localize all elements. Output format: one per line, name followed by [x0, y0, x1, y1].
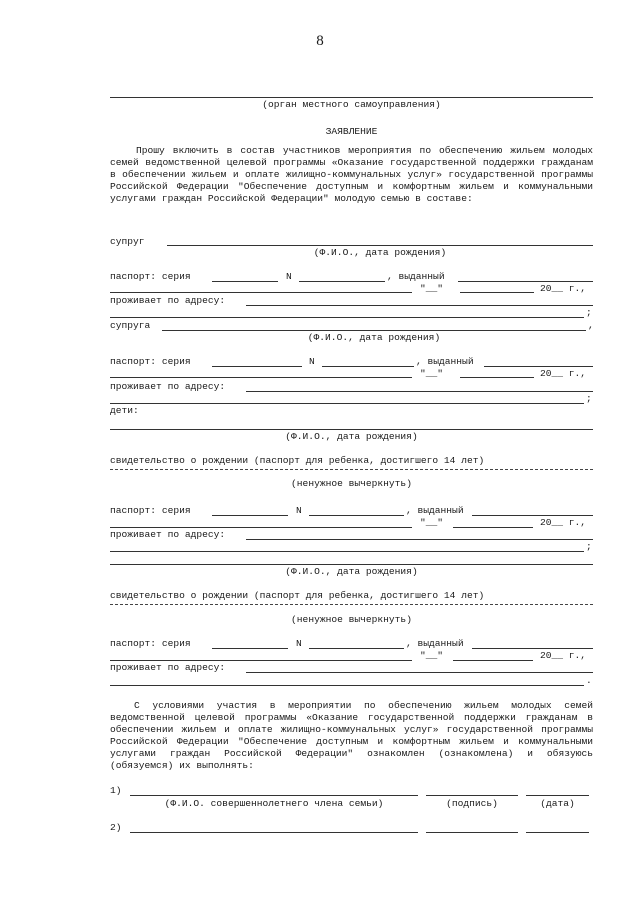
address-line-2	[110, 403, 584, 404]
address-label: проживает по адресу:	[110, 295, 226, 306]
issued-day: "__"	[420, 283, 444, 294]
child1-birth-cert: свидетельство о рождении (паспорт для ребенка, достигшего 14 лет)	[110, 455, 485, 466]
passport-label: паспорт: серия	[110, 638, 191, 649]
address-line-2	[110, 317, 584, 318]
passport-issued-line	[458, 281, 593, 282]
sig2-number: 2)	[110, 822, 122, 833]
organ-line	[110, 97, 593, 98]
passport-label: паспорт: серия	[110, 271, 191, 282]
sig1-signature-line	[426, 795, 518, 796]
issued-by-line	[110, 292, 412, 293]
passport-number-line	[309, 515, 404, 516]
passport-series-line	[212, 648, 288, 649]
address-end: ;	[586, 307, 592, 318]
passport-issued-label: , выданный	[406, 638, 464, 649]
address-line-2	[110, 685, 584, 686]
passport-number-line	[322, 366, 414, 367]
passport-number-line	[309, 648, 404, 649]
passport-issued-line	[472, 515, 593, 516]
issued-month-line	[453, 660, 533, 661]
child2-cert-line	[110, 604, 593, 605]
address-end: .	[586, 675, 592, 686]
spouse-f-label: супруга	[110, 320, 151, 331]
passport-issued-label: , выданный	[416, 356, 474, 367]
sig1-fio-line	[130, 795, 418, 796]
issued-year: 20__ г.,	[540, 517, 587, 528]
address-label: проживает по адресу:	[110, 381, 226, 392]
sig1-date-line	[526, 795, 589, 796]
sig1-signature-caption: (подпись)	[446, 798, 498, 809]
issued-day: "__"	[420, 517, 444, 528]
issued-day: "__"	[420, 368, 444, 379]
passport-number-label: N	[309, 356, 315, 367]
issued-day: "__"	[420, 650, 444, 661]
issued-by-line	[110, 527, 412, 528]
sig1-number: 1)	[110, 785, 122, 796]
spouse-f-caption: (Ф.И.О., дата рождения)	[307, 332, 441, 343]
spouse-f-line	[162, 330, 586, 331]
children-label: дети:	[110, 405, 139, 416]
sig1-date-caption: (дата)	[540, 798, 575, 809]
child2-birth-cert: свидетельство о рождении (паспорт для ребенка, достигшего 14 лет)	[110, 590, 485, 601]
passport-number-label: N	[296, 638, 302, 649]
passport-label: паспорт: серия	[110, 356, 191, 367]
issued-by-line	[110, 377, 412, 378]
address-line	[246, 672, 593, 673]
passport-issued-line	[484, 366, 593, 367]
spouse-m-line	[167, 245, 593, 246]
address-line	[246, 305, 593, 306]
address-label: проживает по адресу:	[110, 529, 226, 540]
spouse-f-end: ,	[588, 320, 594, 331]
issued-by-line	[110, 660, 412, 661]
address-end: ;	[586, 541, 592, 552]
document-title: ЗАЯВЛЕНИЕ	[325, 126, 378, 137]
child2-cross-out: (ненужное вычеркнуть)	[291, 614, 412, 625]
spouse-m-label: супруг	[110, 236, 145, 247]
passport-series-line	[212, 515, 288, 516]
address-line	[246, 391, 593, 392]
address-line	[246, 539, 593, 540]
page-number: 8	[316, 33, 324, 49]
sig2-signature-line	[426, 832, 518, 833]
sig2-fio-line	[130, 832, 418, 833]
sig2-date-line	[526, 832, 589, 833]
child1-cert-line	[110, 469, 593, 470]
child1-caption: (Ф.И.О., дата рождения)	[285, 431, 418, 442]
child2-caption: (Ф.И.О., дата рождения)	[285, 566, 418, 577]
issued-year: 20__ г.,	[540, 368, 587, 379]
passport-series-line	[212, 366, 302, 367]
passport-issued-label: , выданный	[406, 505, 464, 516]
issued-year: 20__ г.,	[540, 283, 587, 294]
address-end: ;	[586, 393, 592, 404]
intro-paragraph: Прошу включить в состав участников мероприятия по обеспечению жильем молодых семей ведомственной целевой программы «Оказание государственной поддержки гражданам в обеспечении жильем и оплате жилищно-коммунальных услуг» государственной программы Российской Федерации "Обеспечение доступным и комфортным жильем и коммунальными услугами граждан Российской Федерации" молодую семью в составе:	[110, 145, 593, 204]
passport-series-line	[212, 281, 278, 282]
passport-issued-label: , выданный	[387, 271, 445, 282]
passport-issued-line	[472, 648, 593, 649]
passport-number-label: N	[286, 271, 292, 282]
sig1-fio-caption: (Ф.И.О. совершеннолетнего члена семьи)	[164, 798, 384, 809]
passport-number-line	[299, 281, 385, 282]
child2-name-line	[110, 564, 593, 565]
spouse-m-caption: (Ф.И.О., дата рождения)	[313, 247, 447, 258]
issued-month-line	[460, 292, 534, 293]
organ-caption: (орган местного самоуправления)	[262, 99, 441, 110]
passport-label: паспорт: серия	[110, 505, 191, 516]
issued-month-line	[453, 527, 533, 528]
passport-number-label: N	[296, 505, 302, 516]
issued-month-line	[460, 377, 534, 378]
child1-name-line	[110, 429, 593, 430]
agreement-paragraph: С условиями участия в мероприятии по обеспечению жильем молодых семей ведомственной целевой программы «Оказание государственной поддержки гражданам в обеспечении жильем и оплате жилищно-коммунальных услуг» государственной программы Российской Федерации "Обеспечение доступным и комфортным жильем и коммунальными услугами граждан Российской Федерации" ознакомлен (ознакомлена) и обязуюсь (обязуемся) их выполнять:	[110, 700, 593, 771]
address-line-2	[110, 551, 584, 552]
issued-year: 20__ г.,	[540, 650, 587, 661]
child1-cross-out: (ненужное вычеркнуть)	[291, 478, 412, 489]
address-label: проживает по адресу:	[110, 662, 226, 673]
